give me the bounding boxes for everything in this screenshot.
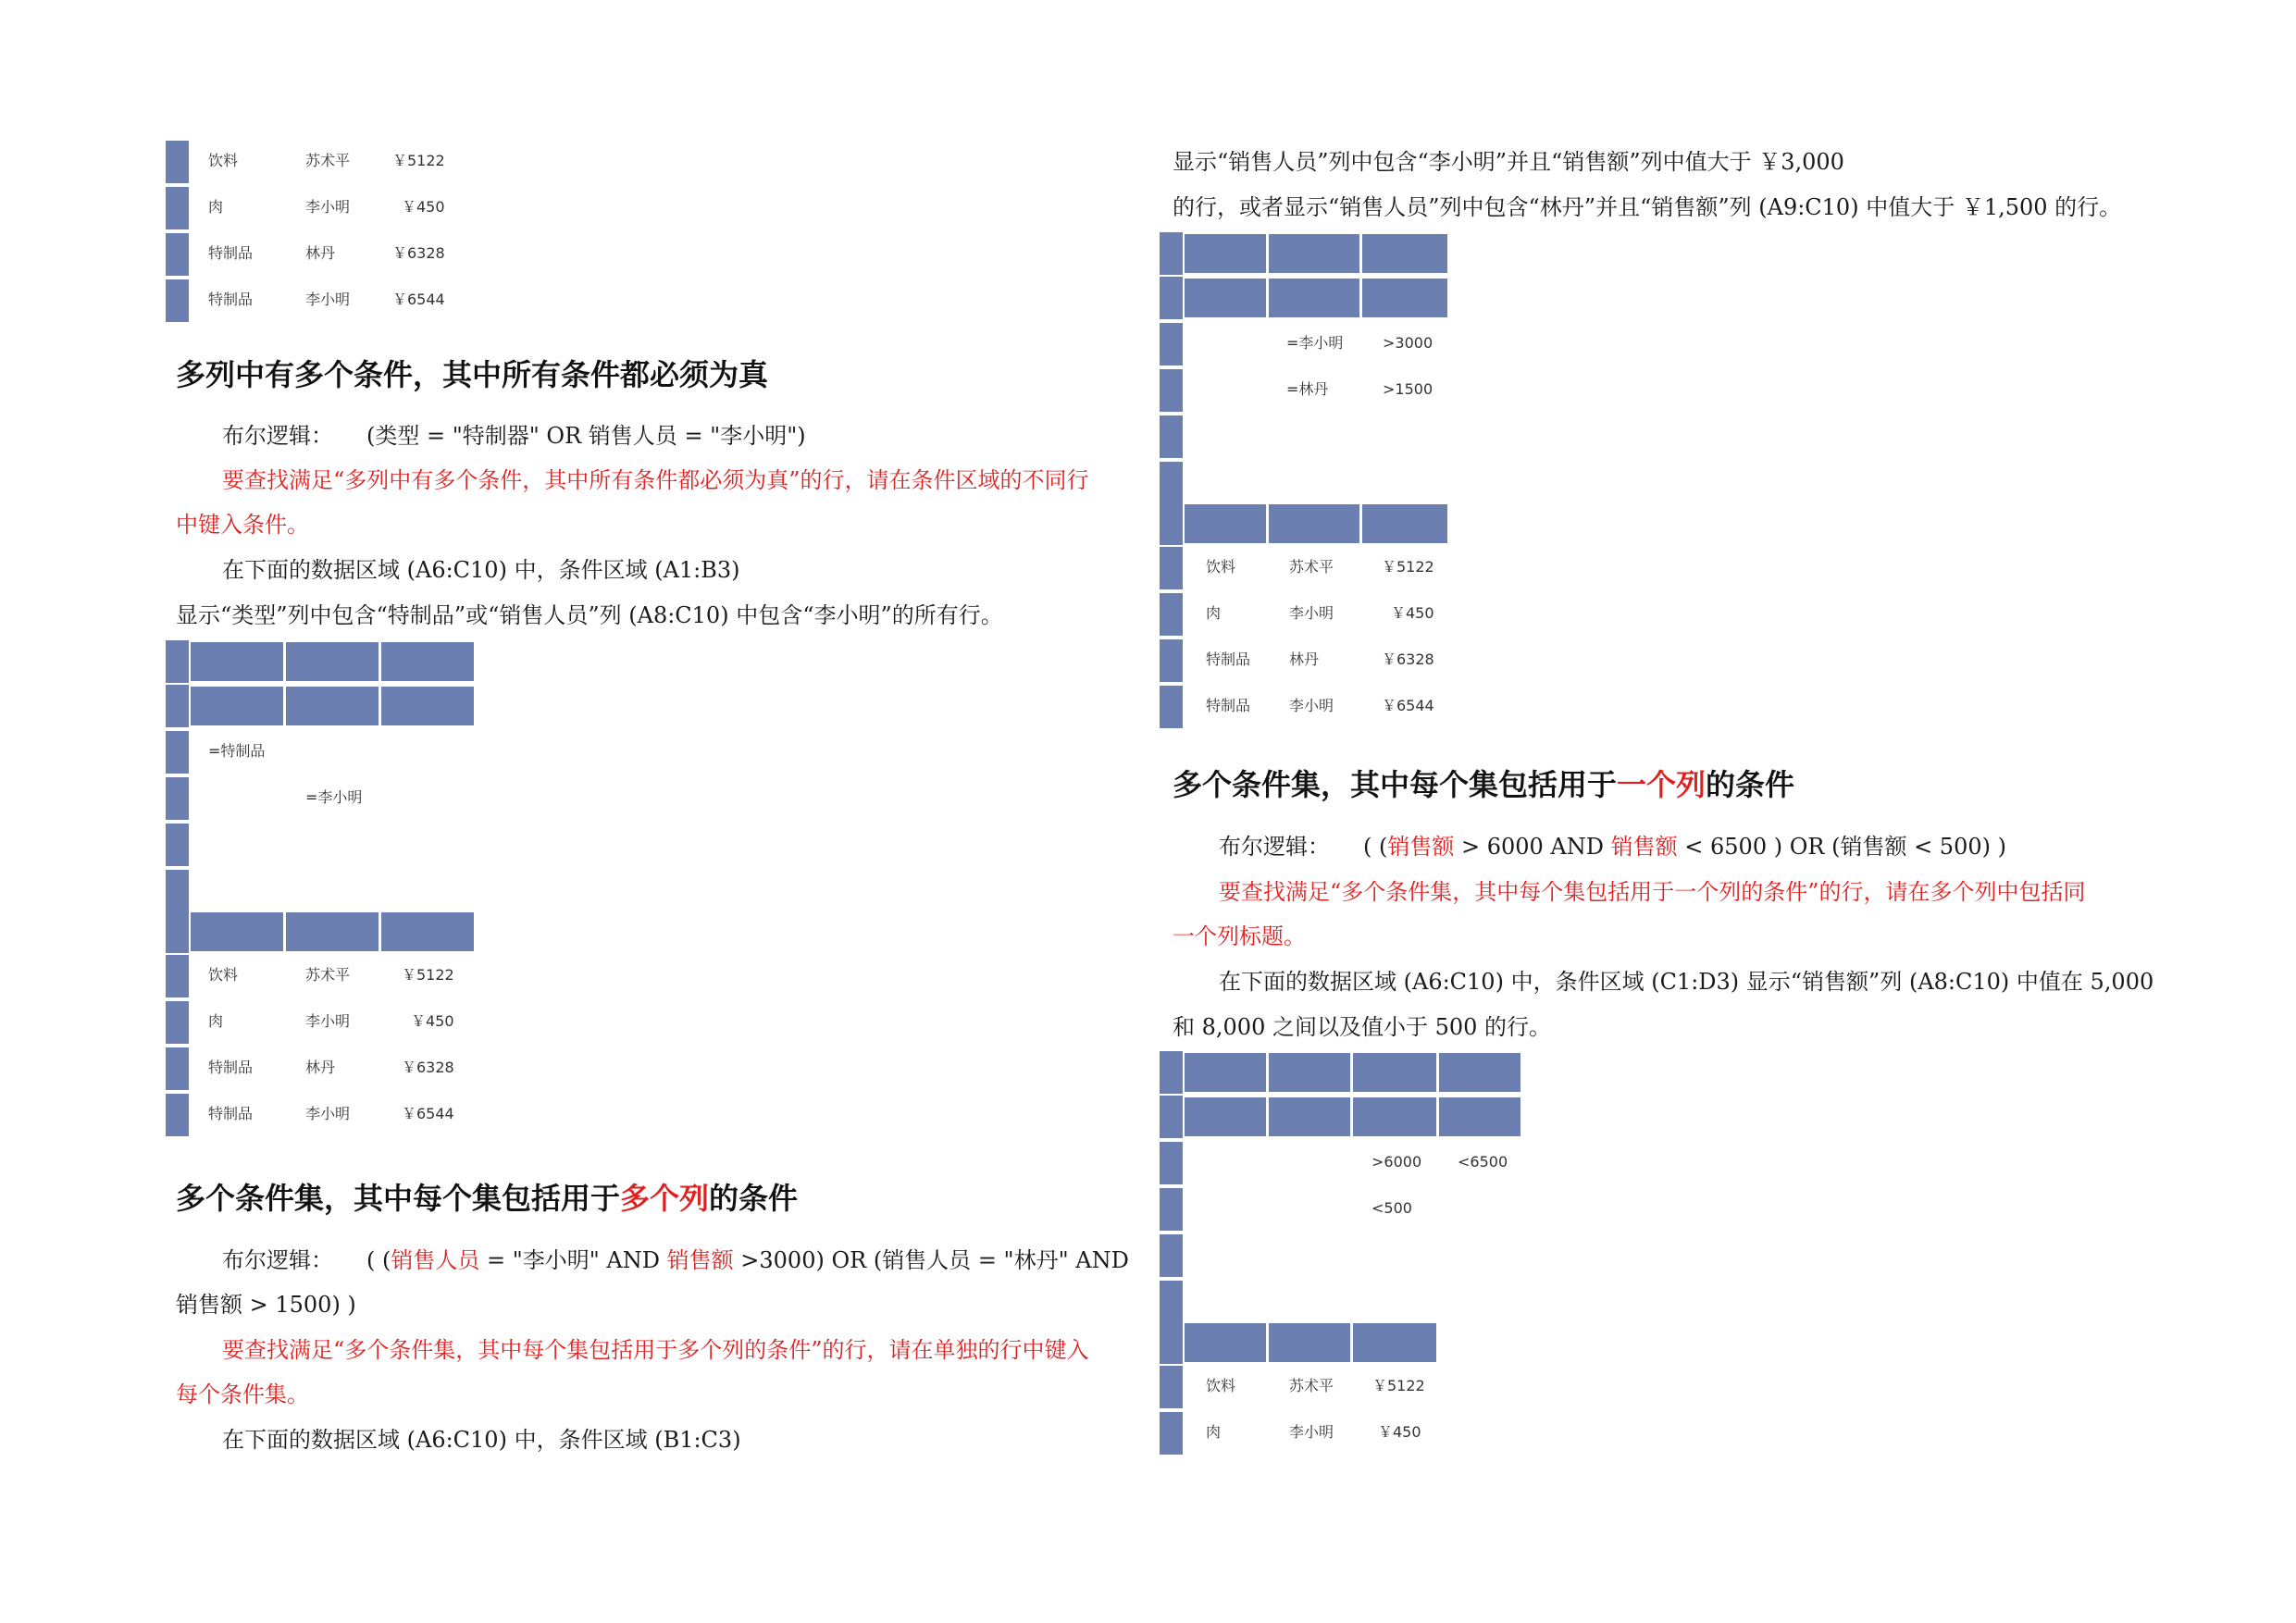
cell-amount: ￥5122 xyxy=(402,966,454,984)
header-cell xyxy=(381,687,474,725)
row-header xyxy=(166,233,189,276)
cell-seller: 李小明 xyxy=(305,1012,351,1030)
cell-amount: ￥5122 xyxy=(1382,558,1434,576)
criteria-cell: =李小明 xyxy=(305,788,363,806)
row-header xyxy=(166,141,189,183)
cell-seller: 苏术平 xyxy=(305,966,351,984)
cell-seller: 李小明 xyxy=(1289,1423,1334,1441)
cell-amount: ￥450 xyxy=(411,1012,454,1030)
title-highlight: 多个列 xyxy=(620,1181,710,1216)
cell-seller: 苏术平 xyxy=(305,152,351,169)
boolean-logic: 布尔逻辑： ( (销售额 > 6000 AND 销售额 < 6500 ) OR (销售额 < 500) ) xyxy=(1219,834,2006,860)
logic-expression: (类型 = "特制器" OR 销售人员 = "李小明") xyxy=(366,423,806,449)
logic-line: 销售额 > 1500) ) xyxy=(176,1292,356,1318)
header-cell xyxy=(286,912,379,951)
note-line: 要查找满足“多个条件集，其中每个集包括用于多个列的条件”的行，请在单独的行中键入 xyxy=(222,1337,1089,1363)
cell-type: 饮料 xyxy=(208,152,239,169)
cell-amount: ￥6328 xyxy=(392,244,445,262)
header-cell xyxy=(1185,234,1266,273)
header-cell xyxy=(1269,234,1359,273)
cell-type: 肉 xyxy=(208,198,224,216)
cell-seller: 李小明 xyxy=(1289,697,1334,714)
criteria-cell: >6000 xyxy=(1371,1153,1422,1171)
header-cell xyxy=(191,912,283,951)
cell-seller: 李小明 xyxy=(305,1105,351,1122)
cell-type: 饮料 xyxy=(208,966,239,984)
header-cell xyxy=(1269,1323,1350,1362)
criteria-cell: =李小明 xyxy=(1286,334,1344,352)
note-line: 要查找满足“多列中有多个条件，其中所有条件都必须为真”的行，请在条件区域的不同行 xyxy=(222,467,1089,493)
row-header xyxy=(166,187,189,229)
cell-amount: ￥6544 xyxy=(402,1105,454,1122)
cell-amount: ￥450 xyxy=(402,198,445,216)
description-line: 和 8,000 之间以及值小于 500 的行。 xyxy=(1173,1014,1552,1040)
cell-type: 特制品 xyxy=(208,244,254,262)
cell-type: 肉 xyxy=(208,1012,224,1030)
cell-amount: ￥5122 xyxy=(1372,1377,1425,1394)
criteria-cell: >1500 xyxy=(1383,380,1433,398)
cell-type: 饮料 xyxy=(1206,558,1236,576)
logic-label: 布尔逻辑： xyxy=(222,423,333,449)
logic-label: 布尔逻辑： xyxy=(222,1247,333,1273)
cell-type: 特制品 xyxy=(208,1105,254,1122)
cell-type: 特制品 xyxy=(208,291,254,308)
cell-type: 特制品 xyxy=(1206,697,1251,714)
cell-amount: ￥450 xyxy=(1391,604,1434,622)
header-cell xyxy=(1269,1097,1350,1136)
section-title: 多个条件集，其中每个集包括用于一个列的条件 xyxy=(1173,767,1795,802)
description-line: 显示“类型”列中包含“特制品”或“销售人员”列 (A8:C10) 中包含“李小明”的所有行。 xyxy=(176,602,1003,628)
cell-amount: ￥6544 xyxy=(1382,697,1434,714)
note-line: 中键入条件。 xyxy=(176,512,309,538)
header-cell xyxy=(1185,504,1266,543)
header-cell xyxy=(1185,1323,1266,1362)
logic-label: 布尔逻辑： xyxy=(1219,834,1330,860)
description-line: 在下面的数据区域 (A6:C10) 中，条件区域 (A1:B3) xyxy=(222,557,740,583)
criteria-cell: =特制品 xyxy=(208,742,266,760)
header-cell xyxy=(1353,1053,1436,1092)
description-line: 在下面的数据区域 (A6:C10) 中，条件区域 (C1:D3) 显示“销售额”列 (A8:C10) 中值在 5,000 xyxy=(1219,969,2154,995)
criteria-cell: <500 xyxy=(1371,1199,1412,1217)
header-cell xyxy=(1269,1053,1350,1092)
cell-seller: 李小明 xyxy=(1289,604,1334,622)
header-cell xyxy=(286,642,379,681)
note-line: 一个列标题。 xyxy=(1173,923,1306,949)
cell-seller: 林丹 xyxy=(305,1059,336,1076)
description-line: 显示“销售人员”列中包含“李小明”并且“销售额”列中值大于 ￥3,000 xyxy=(1173,149,1844,175)
cell-seller: 苏术平 xyxy=(1289,558,1334,576)
description-line: 的行，或者显示“销售人员”列中包含“林丹”并且“销售额”列 (A9:C10) 中值大于 ￥1,500 的行。 xyxy=(1173,194,2122,220)
header-cell xyxy=(1353,1323,1436,1362)
header-cell xyxy=(286,687,379,725)
header-cell xyxy=(1362,234,1447,273)
cell-amount: ￥450 xyxy=(1378,1423,1421,1441)
header-cell xyxy=(381,912,474,951)
header-cell xyxy=(1353,1097,1436,1136)
cell-type: 特制品 xyxy=(208,1059,254,1076)
cell-type: 特制品 xyxy=(1206,650,1251,668)
header-cell xyxy=(191,642,283,681)
header-cell xyxy=(1185,1053,1266,1092)
cell-type: 肉 xyxy=(1206,604,1222,622)
cell-amount: ￥5122 xyxy=(392,152,445,169)
title-highlight: 一个列 xyxy=(1617,767,1706,802)
header-cell xyxy=(1185,1097,1266,1136)
cell-type: 肉 xyxy=(1206,1423,1222,1441)
cell-amount: ￥6328 xyxy=(402,1059,454,1076)
note-line: 每个条件集。 xyxy=(176,1381,309,1407)
cell-seller: 李小明 xyxy=(305,291,351,308)
cell-seller: 林丹 xyxy=(1289,650,1320,668)
header-cell xyxy=(1185,279,1266,317)
cell-seller: 苏术平 xyxy=(1289,1377,1334,1394)
criteria-cell: =林丹 xyxy=(1286,380,1329,398)
header-cell xyxy=(1439,1053,1520,1092)
header-cell xyxy=(1362,504,1447,543)
row-header xyxy=(166,279,189,322)
header-cell xyxy=(1362,279,1447,317)
header-cell xyxy=(1269,504,1359,543)
cell-amount: ￥6544 xyxy=(392,291,445,308)
header-cell xyxy=(191,687,283,725)
header-cell xyxy=(381,642,474,681)
criteria-cell: >3000 xyxy=(1383,334,1433,352)
note-line: 要查找满足“多个条件集，其中每个集包括用于一个列的条件”的行，请在多个列中包括同 xyxy=(1219,879,2086,905)
section-title: 多个条件集，其中每个集包括用于多个列的条件 xyxy=(176,1181,799,1216)
cell-seller: 林丹 xyxy=(305,244,336,262)
header-cell xyxy=(1269,279,1359,317)
boolean-logic: 布尔逻辑： ( (销售人员 = "李小明" AND 销售额 >3000) OR (销售人员 = "林丹" AND xyxy=(222,1247,1129,1273)
boolean-logic xyxy=(222,422,806,450)
cell-seller: 李小明 xyxy=(305,198,351,216)
cell-type: 饮料 xyxy=(1206,1377,1236,1394)
cell-amount: ￥6328 xyxy=(1382,650,1434,668)
section-title: 多列中有多个条件，其中所有条件都必须为真 xyxy=(176,357,769,392)
header-cell xyxy=(1439,1097,1520,1136)
description-line: 在下面的数据区域 (A6:C10) 中，条件区域 (B1:C3) xyxy=(222,1427,741,1453)
criteria-cell: <6500 xyxy=(1458,1153,1508,1171)
